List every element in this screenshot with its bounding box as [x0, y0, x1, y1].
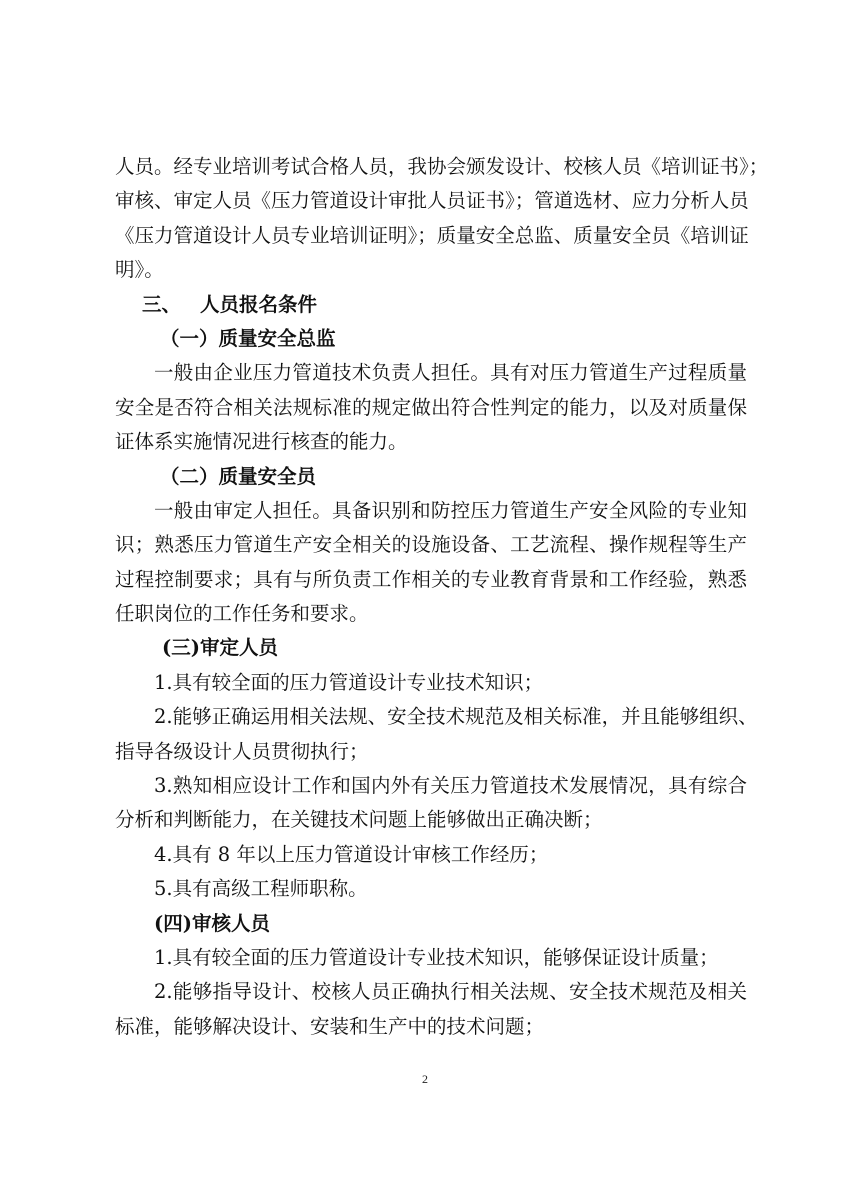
sub-2-line-3: 过程控制要求；具有与所负责工作相关的专业教育背景和工作经验，熟悉 — [115, 567, 747, 591]
sub-1-line-3: 证体系实施情况进行核查的能力。 — [115, 430, 408, 454]
sub-1-line-2: 安全是否符合相关法规标准的规定做出符合性判定的能力，以及对质量保 — [115, 395, 747, 419]
sub-3-item-2-line-1: 2.能够正确运用相关法规、安全技术规范及相关标准，并且能够组织、 — [154, 705, 758, 729]
intro-line-3: 《压力管道设计人员专业培训证明》；质量安全总监、质量安全员《培训证 — [115, 223, 749, 247]
sub-3-item-2-line-2: 指导各级设计人员贯彻执行； — [115, 739, 369, 763]
sub-2-line-1: 一般由审定人担任。具备识别和防控压力管道生产安全风险的专业知 — [154, 498, 747, 522]
sub-3-heading: (三)审定人员 — [162, 636, 278, 660]
sub-3-item-5: 5.具有高级工程师职称。 — [154, 877, 368, 901]
section-3-number: 三、 — [142, 292, 182, 316]
sub-3-item-1: 1.具有较全面的压力管道设计专业技术知识； — [154, 670, 544, 694]
sub-3-item-3-line-1: 3.熟知相应设计工作和国内外有关压力管道技术发展情况，具有综合 — [154, 774, 747, 798]
page-number: 2 — [422, 1072, 428, 1086]
section-3-title: 人员报名条件 — [200, 292, 318, 316]
sub-2-line-4: 任职岗位的工作任务和要求。 — [115, 602, 369, 626]
section-3-heading — [115, 288, 747, 322]
sub-1-heading: （一）质量安全总监 — [160, 326, 336, 350]
sub-3-item-4: 4.具有 8 年以上压力管道设计审核工作经历； — [154, 842, 549, 866]
intro-line-4: 明》。 — [115, 258, 164, 282]
document-body — [115, 150, 769, 1044]
intro-line-2: 审核、审定人员《压力管道设计审批人员证书》；管道选材、应力分析人员 — [115, 189, 749, 213]
sub-4-heading: (四)审核人员 — [154, 911, 270, 935]
sub-4-item-2-line-1: 2.能够指导设计、校核人员正确执行相关法规、安全技术规范及相关 — [154, 980, 747, 1004]
sub-2-line-2: 识；熟悉压力管道生产安全相关的设施设备、工艺流程、操作规程等生产 — [115, 533, 747, 557]
sub-1-line-1: 一般由企业压力管道技术负责人担任。具有对压力管道生产过程质量 — [154, 361, 747, 385]
sub-3-item-3-line-2: 分析和判断能力，在关键技术问题上能够做出正确决断； — [115, 808, 603, 832]
sub-2-heading: （二）质量安全员 — [160, 464, 317, 488]
sub-4-item-2-line-2: 标准，能够解决设计、安装和生产中的技术问题； — [115, 1014, 545, 1038]
sub-4-item-1: 1.具有较全面的压力管道设计专业技术知识，能够保证设计质量； — [154, 945, 719, 969]
intro-line-1: 人员。经专业培训考试合格人员，我协会颁发设计、校核人员《培训证书》； — [115, 155, 769, 178]
